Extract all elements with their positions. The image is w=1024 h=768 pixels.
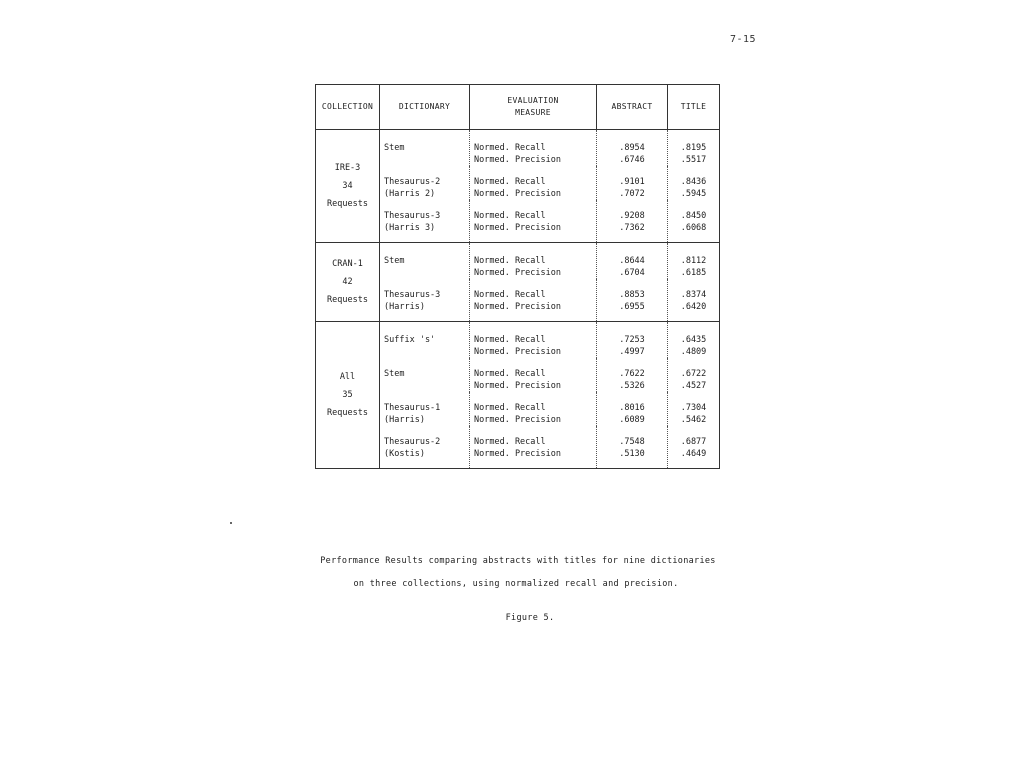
measure-cell-line: Normed. Recall [474, 177, 546, 187]
measure-cell-line: Normed. Precision [474, 381, 561, 391]
title-value [668, 130, 720, 167]
collection-label: CRAN-1 [332, 259, 363, 269]
title-value [668, 322, 720, 359]
abstract-value-line: .8853 [619, 290, 645, 300]
header-evaluation-measure [470, 85, 597, 130]
dictionary-cell [380, 243, 470, 280]
title-value-line: .5462 [680, 415, 707, 425]
dictionary-cell-line: Stem [384, 256, 405, 266]
measure-cell-line: Normed. Recall [474, 211, 546, 221]
collection-label: Requests [327, 408, 368, 418]
collection-label: IRE-3 [334, 163, 361, 173]
title-value [668, 358, 720, 392]
collection-label: 42 [342, 277, 353, 287]
measure-cell-line: Normed. Precision [474, 155, 561, 165]
abstract-value [597, 279, 668, 322]
abstract-value-line: .8954 [619, 143, 645, 153]
title-value-line: .6877 [680, 437, 707, 447]
table-header-row [316, 85, 720, 130]
abstract-value-line: .4997 [619, 347, 645, 357]
title-value [668, 166, 720, 200]
abstract-value [597, 166, 668, 200]
measure-cell-line: Normed. Precision [474, 347, 561, 357]
dictionary-cell-line: (Harris 3) [384, 223, 436, 233]
header-measure-line1: EVALUATION [507, 96, 559, 105]
abstract-value [597, 322, 668, 359]
abstract-value [597, 130, 668, 167]
dictionary-cell [380, 279, 470, 322]
dictionary-cell-line: Thesaurus-3 [384, 290, 441, 300]
measure-cell-line: Normed. Recall [474, 437, 546, 447]
dictionary-cell-line: Stem [384, 369, 405, 379]
table-row [316, 243, 720, 280]
abstract-value-line: .6746 [619, 155, 645, 165]
title-value-line: .7304 [680, 403, 707, 413]
measure-cell-line: Normed. Recall [474, 403, 546, 413]
title-value-line: .6185 [680, 268, 707, 278]
caption-line-2: on three collections, using normalized recall and precision. [353, 579, 679, 589]
title-value [668, 279, 720, 322]
title-value [668, 200, 720, 243]
abstract-value-line: .6704 [619, 268, 645, 278]
measure-cell [470, 130, 597, 167]
dictionary-cell-line: (Harris) [384, 302, 425, 312]
table-row [316, 322, 720, 359]
measure-cell [470, 166, 597, 200]
dictionary-cell [380, 322, 470, 359]
abstract-value-line: .8016 [619, 403, 645, 413]
dictionary-cell [380, 358, 470, 392]
header-abstract: ABSTRACT [597, 85, 668, 130]
results-table [315, 84, 720, 469]
dictionary-cell-line: (Harris) [384, 415, 425, 425]
measure-cell-line: Normed. Precision [474, 302, 561, 312]
dictionary-cell-line: (Kostis) [384, 449, 425, 459]
header-dictionary: DICTIONARY [380, 85, 470, 130]
title-value-line: .8374 [680, 290, 707, 300]
collection-cell [316, 130, 380, 243]
title-value-line: .5517 [680, 155, 707, 165]
figure-label: Figure 5. [505, 613, 555, 623]
dictionary-cell-line: (Harris 2) [384, 189, 436, 199]
abstract-value-line: .6955 [619, 302, 645, 312]
title-value-line: .8195 [680, 143, 707, 153]
dictionary-cell-line: Thesaurus-1 [384, 403, 441, 413]
abstract-value [597, 426, 668, 469]
title-value [668, 243, 720, 280]
dictionary-cell-line: Thesaurus-2 [384, 177, 441, 187]
measure-cell-line: Normed. Recall [474, 256, 546, 266]
abstract-value-line: .9101 [619, 177, 645, 187]
measure-cell [470, 322, 597, 359]
collection-label: All [339, 372, 356, 382]
dictionary-cell-line: Suffix 's' [384, 335, 436, 345]
measure-cell [470, 426, 597, 469]
abstract-value-line: .5130 [619, 449, 645, 459]
stray-mark [230, 522, 232, 524]
title-value [668, 392, 720, 426]
title-value-line: .4649 [680, 449, 707, 459]
title-value-line: .8450 [680, 211, 707, 221]
title-value-line: .4809 [680, 347, 707, 357]
abstract-value [597, 392, 668, 426]
collection-label: Requests [327, 199, 368, 209]
dictionary-cell [380, 166, 470, 200]
abstract-value-line: .7622 [619, 369, 645, 379]
dictionary-cell-line: Thesaurus-3 [384, 211, 441, 221]
measure-cell-line: Normed. Recall [474, 290, 546, 300]
measure-cell-line: Normed. Precision [474, 268, 561, 278]
abstract-value-line: .8644 [619, 256, 645, 266]
measure-cell [470, 279, 597, 322]
title-value-line: .6722 [680, 369, 707, 379]
measure-cell-line: Normed. Precision [474, 189, 561, 199]
collection-cell [316, 322, 380, 469]
header-measure-line2: MEASURE [515, 108, 551, 117]
header-title: TITLE [668, 85, 720, 130]
dictionary-cell [380, 200, 470, 243]
measure-cell [470, 243, 597, 280]
dictionary-cell [380, 130, 470, 167]
dictionary-cell-line: Stem [384, 143, 405, 153]
abstract-value [597, 200, 668, 243]
collection-cell [316, 243, 380, 322]
abstract-value-line: .7548 [619, 437, 645, 447]
title-value-line: .4527 [680, 381, 707, 391]
title-value-line: .8436 [680, 177, 707, 187]
measure-cell-line: Normed. Recall [474, 335, 546, 345]
measure-cell-line: Normed. Recall [474, 143, 546, 153]
caption-line-1: Performance Results comparing abstracts with titles for nine dictionaries [320, 556, 716, 566]
table-row [316, 130, 720, 167]
measure-cell-line: Normed. Precision [474, 449, 561, 459]
collection-label: 35 [342, 390, 353, 400]
collection-label: Requests [327, 295, 368, 305]
abstract-value-line: .6089 [619, 415, 645, 425]
measure-cell-line: Normed. Precision [474, 415, 561, 425]
collection-label: 34 [342, 181, 353, 191]
title-value-line: .6435 [680, 335, 707, 345]
title-value-line: .6420 [680, 302, 707, 312]
measure-cell [470, 392, 597, 426]
abstract-value-line: .9208 [619, 211, 645, 221]
title-value-line: .6068 [680, 223, 707, 233]
measure-cell-line: Normed. Recall [474, 369, 546, 379]
dictionary-cell [380, 392, 470, 426]
title-value-line: .5945 [680, 189, 707, 199]
abstract-value-line: .5326 [619, 381, 645, 391]
page-number: 7-15 [730, 34, 757, 45]
measure-cell [470, 200, 597, 243]
header-collection: COLLECTION [316, 85, 380, 130]
title-value-line: .8112 [680, 256, 707, 266]
abstract-value-line: .7253 [619, 335, 645, 345]
abstract-value [597, 243, 668, 280]
measure-cell-line: Normed. Precision [474, 223, 561, 233]
dictionary-cell [380, 426, 470, 469]
abstract-value-line: .7362 [619, 223, 645, 233]
dictionary-cell-line: Thesaurus-2 [384, 437, 441, 447]
measure-cell [470, 358, 597, 392]
table-body [316, 130, 720, 469]
abstract-value-line: .7072 [619, 189, 645, 199]
title-value [668, 426, 720, 469]
abstract-value [597, 358, 668, 392]
